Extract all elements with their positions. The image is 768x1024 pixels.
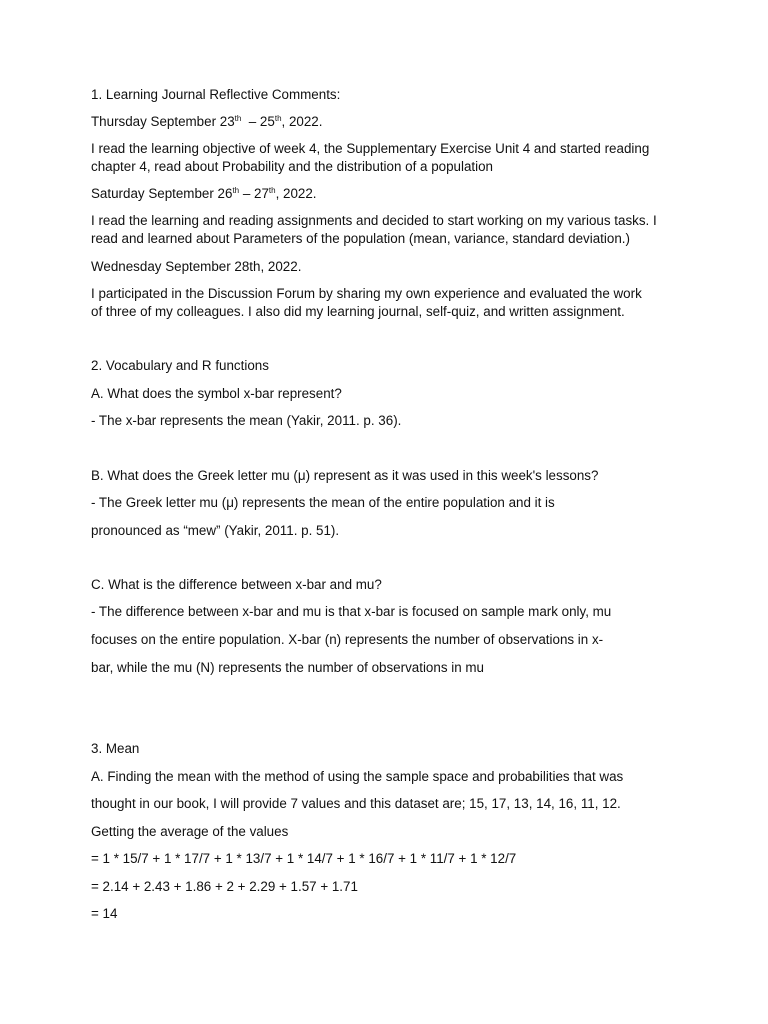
entry-3-date: Wednesday September 28th, 2022.: [91, 259, 302, 274]
question-c: C. What is the difference between x-bar and mu?: [91, 577, 382, 592]
entry-1-date-sup-1: th: [234, 114, 242, 123]
calc-line-2: = 2.14 + 2.43 + 1.86 + 2 + 2.29 + 1.57 + 1.71: [91, 879, 358, 894]
calc-line-3: = 14: [91, 906, 118, 921]
entry-1-date-year: , 2022.: [281, 114, 323, 129]
entry-1-date-sup-2: th: [274, 114, 282, 123]
entry-1-date: [91, 113, 691, 131]
entry-2-date-start: Saturday September 26: [91, 186, 233, 201]
entry-2-date-year: , 2022.: [275, 186, 317, 201]
mean-a-line-1: A. Finding the mean with the method of using the sample space and probabilities that was: [91, 769, 624, 784]
answer-c-line-2: focuses on the entire population. X-bar (n) represents the number of observations in x-: [91, 632, 604, 647]
entry-1-date-start: Thursday September 23: [91, 114, 235, 129]
section-1-heading: 1. Learning Journal Reflective Comments:: [91, 87, 341, 102]
entry-2-text: I read the learning and reading assignments and decided to start working on my various tasks. I read and learned about Parameters of the population (mean, variance, standard deviation.): [91, 213, 657, 246]
section-3-heading: 3. Mean: [91, 741, 140, 756]
question-a: A. What does the symbol x-bar represent?: [91, 386, 342, 401]
entry-1-date-end: – 25: [241, 114, 275, 129]
mean-a-line-3: Getting the average of the values: [91, 824, 289, 839]
answer-c-line-3: bar, while the mu (N) represents the number of observations in mu: [91, 660, 484, 675]
entry-2-date: [91, 185, 691, 203]
entry-2-date-sup-1: th: [232, 186, 240, 195]
answer-c-line-1: - The difference between x-bar and mu is that x-bar is focused on sample mark only, mu: [91, 604, 612, 619]
entry-1-text: I read the learning objective of week 4, the Supplementary Exercise Unit 4 and started reading chapter 4, read about Probability and the distribution of a population: [91, 141, 650, 174]
calc-line-1: = 1 * 15/7 + 1 * 17/7 + 1 * 13/7 + 1 * 14/7 + 1 * 16/7 + 1 * 11/7 + 1 * 12/7: [91, 851, 517, 866]
question-b: B. What does the Greek letter mu (μ) represent as it was used in this week's lessons?: [91, 468, 599, 483]
entry-2-date-end: – 27: [239, 186, 269, 201]
mean-a-line-2: thought in our book, I will provide 7 values and this dataset are; 15, 17, 13, 14, 16, 11, 12.: [91, 796, 621, 811]
entry-2-date-sup-2: th: [268, 186, 276, 195]
entry-3-text: I participated in the Discussion Forum by sharing my own experience and evaluated the work of three of my colleagues. I also did my learning journal, self-quiz, and written assignment.: [91, 286, 642, 319]
answer-b-line-2: pronounced as “mew” (Yakir, 2011. p. 51).: [91, 523, 340, 538]
section-2-heading: 2. Vocabulary and R functions: [91, 358, 269, 373]
answer-b-line-1: - The Greek letter mu (μ) represents the mean of the entire population and it is: [91, 495, 555, 510]
answer-a: - The x-bar represents the mean (Yakir, 2011. p. 36).: [91, 413, 402, 428]
